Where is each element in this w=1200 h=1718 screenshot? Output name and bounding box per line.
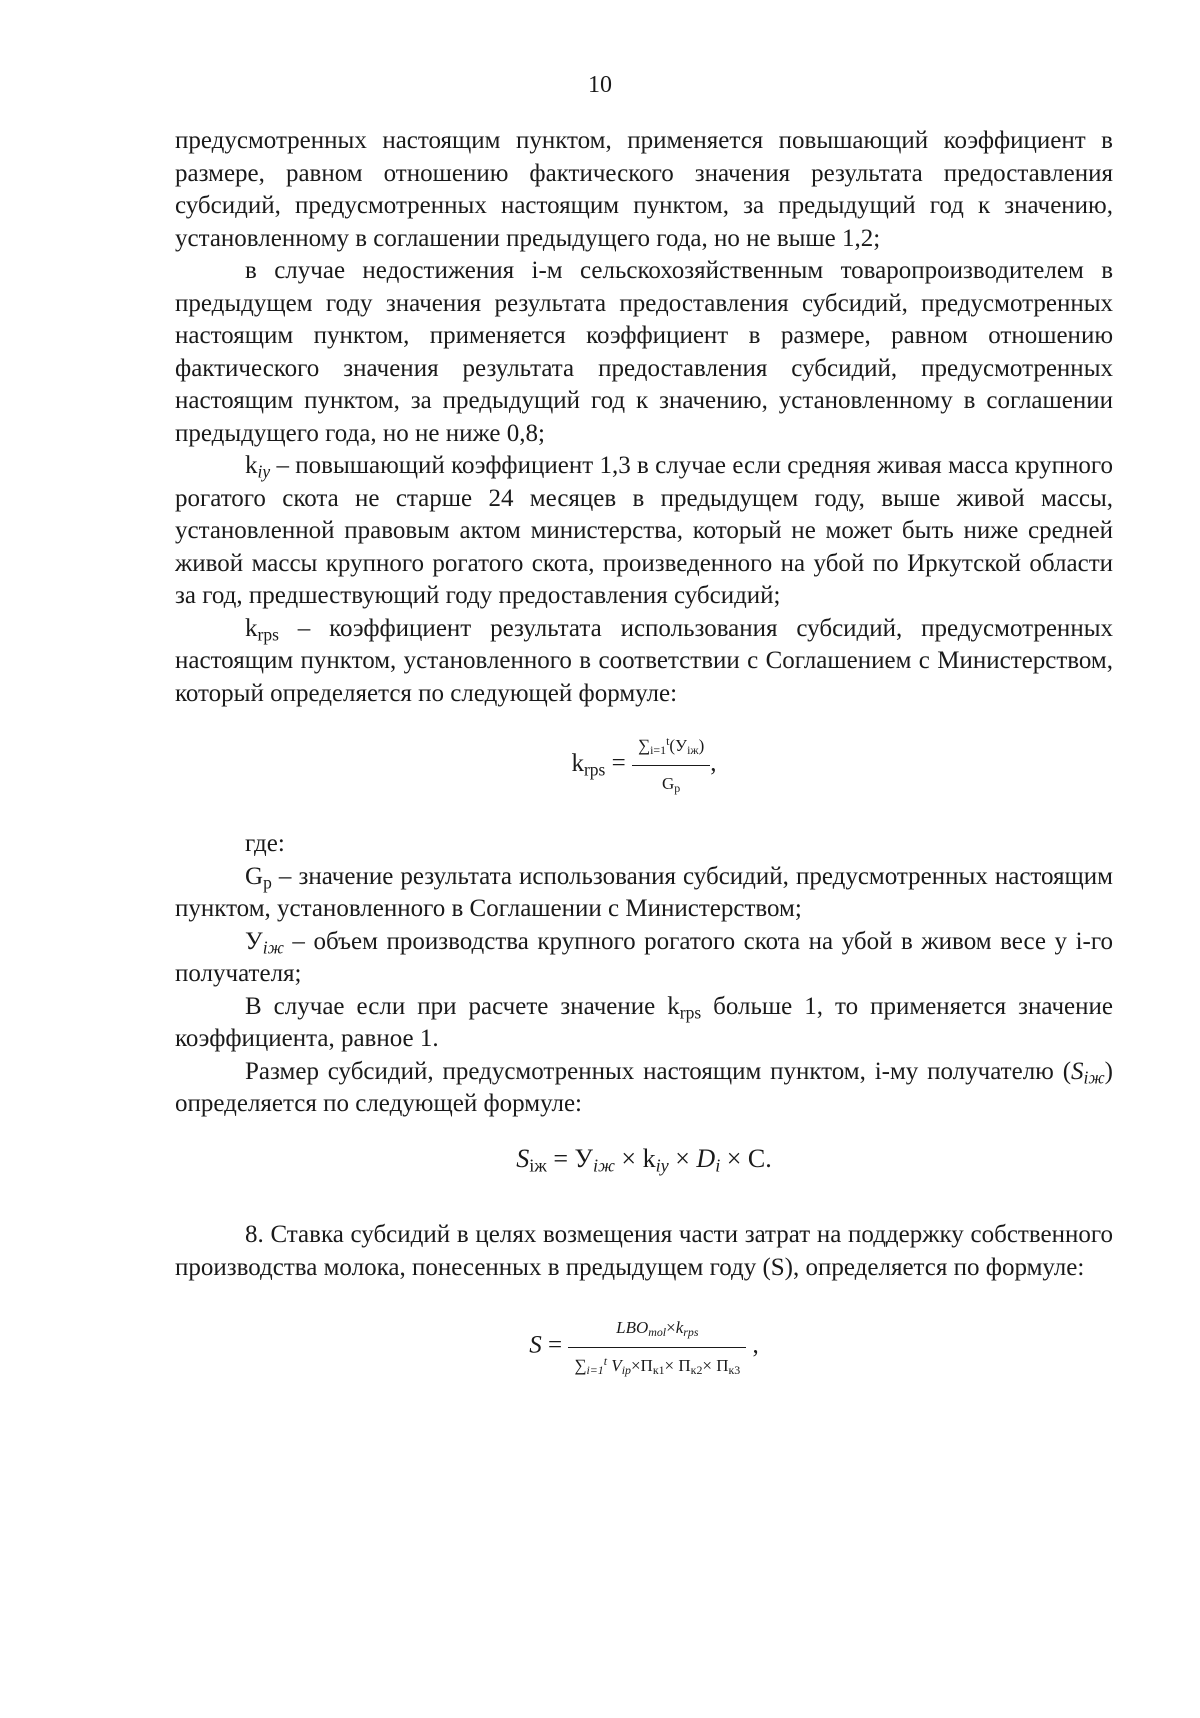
paragraph: [175, 828, 1113, 861]
text-run: ∑: [574, 1355, 587, 1375]
fraction-denominator: [568, 1348, 746, 1383]
subscript: iж: [687, 742, 699, 757]
subscript: rps: [583, 759, 606, 780]
subscript: к1: [652, 1362, 665, 1377]
formula-lhs: [571, 749, 606, 780]
paragraph: [175, 861, 1113, 926]
text-run: – повышающий коэффициент 1,3 в случае если средняя живая масса крупного рогатого скота не старше 24 месяцев в предыдущем году, выше живой массы, установленной правовым актом министерства, который не может быть ниже средней живой массы крупного рогатого скота, произведенного на убой по Иркутской области за год, предшествующий году предоставления субсидий;: [175, 452, 1113, 609]
text-run: ∑: [637, 736, 651, 755]
fraction: [568, 1312, 746, 1382]
text-run: G: [662, 773, 675, 793]
subscript: i=1: [650, 742, 667, 757]
subscript: iу: [257, 461, 271, 482]
text-run: Размер субсидий, предусмотренных настоящим пунктом, i-му получателю (: [245, 1057, 1072, 1085]
fraction-denominator: [632, 766, 710, 801]
formula-punctuation: ,: [710, 749, 717, 777]
paragraph: [175, 613, 1113, 711]
paragraph: [175, 450, 1113, 613]
subscript: к2: [690, 1362, 703, 1377]
fraction: [632, 730, 710, 800]
formula-punctuation: ,: [746, 1331, 759, 1359]
subscript: rps: [683, 1324, 699, 1339]
text-run: – коэффициент результата использования субсидий, предусмотренных настоящим пунктом, установленного в соответствии с Соглашением с Министерством, который определяется по следующей формуле:: [175, 614, 1113, 707]
subscript: ip: [621, 1362, 631, 1377]
formula-f3: [175, 1312, 1113, 1382]
formula-f1: [175, 730, 1113, 800]
paragraph: [175, 125, 1113, 255]
text-run: k: [571, 749, 584, 777]
subscript: mol: [648, 1324, 667, 1339]
text-run: × П: [702, 1355, 729, 1375]
text-run: предусмотренных настоящим пунктом, применяется повышающий коэффициент в размере, равном отношению фактического значения результата предоставления субсидий, предусмотренных настоящим пунктом, за предыдущий год к значению, установленному в соглашении предыдущего года, но не выше 1,2;: [175, 127, 1113, 252]
equals-sign: =: [605, 749, 632, 777]
text-run: ×: [666, 1318, 676, 1337]
text-run: где:: [245, 830, 285, 857]
subscript: i=1: [586, 1362, 604, 1377]
text-run: – объем производства крупного рогатого скота на убой в живом весе у i-го получателя;: [175, 927, 1113, 987]
subscript: p: [263, 871, 272, 892]
text-run: в случае недостижения i-м сельскохозяйственным товаропроизводителем в предыдущем году значения результата предоставления субсидий, предусмотренных настоящим пунктом, применяется коэффициент в размере, равном отношению фактического значения результата предоставления субсидий, предусмотренных настоящим пунктом, за предыдущий год к значению, установленному в соглашении предыдущего года, но не ниже 0,8;: [175, 257, 1113, 447]
text-run: В случае если при расчете значение k: [245, 992, 680, 1020]
subscript: i: [715, 1155, 721, 1176]
fraction-numerator: [568, 1312, 746, 1348]
text-run: k: [675, 1318, 684, 1337]
formula-lhs: [529, 1332, 542, 1359]
paragraph: [175, 255, 1113, 450]
text-run: D: [696, 1143, 716, 1173]
subscript: iж: [529, 1155, 547, 1176]
subscript: iж: [592, 1155, 615, 1176]
text-run: S: [1071, 1057, 1084, 1085]
text-run: (У: [669, 736, 688, 755]
subscript: rps: [679, 1001, 702, 1022]
subscript: p: [674, 780, 681, 795]
text-run: × k: [614, 1143, 656, 1173]
text-run: = У: [546, 1143, 593, 1173]
text-run: ×: [668, 1143, 697, 1173]
text-run: V: [611, 1355, 622, 1375]
paragraph: [175, 1056, 1113, 1121]
text-run: LBO: [616, 1318, 649, 1337]
text-run: G: [245, 862, 264, 890]
subscript: iу: [655, 1155, 669, 1176]
text-run: k: [245, 452, 258, 479]
superscript: t: [666, 734, 670, 749]
subscript: rps: [257, 623, 279, 644]
text-run: У: [245, 927, 263, 955]
text-run: ) определяется по следующей формуле:: [175, 1057, 1113, 1117]
paragraph: [175, 991, 1113, 1056]
page-number: 10: [588, 72, 612, 98]
text-run: ×П: [630, 1355, 653, 1375]
formula-f2: [175, 1143, 1113, 1176]
paragraph: [175, 1219, 1113, 1284]
subscript: к3: [728, 1362, 741, 1377]
paragraph: [175, 926, 1113, 991]
text-run: 8. Ставка субсидий в целях возмещения части затрат на поддержку собственного производства молока, понесенных в предыдущем году (S), определяется по формуле:: [175, 1221, 1113, 1281]
text-run: k: [245, 614, 258, 642]
text-run: S: [516, 1143, 530, 1173]
text-run: × C.: [720, 1143, 772, 1173]
document-body: [175, 125, 1113, 1382]
superscript: t: [603, 1353, 608, 1368]
subscript: iж: [262, 936, 284, 957]
subscript: iж: [1083, 1066, 1105, 1087]
fraction-numerator: [632, 730, 710, 766]
text-run: S: [529, 1331, 542, 1359]
text-run: × П: [664, 1355, 691, 1375]
text-run: – значение результата использования субсидий, предусмотренных настоящим пунктом, установленного в Соглашении с Министерством;: [175, 862, 1113, 922]
equals-sign: =: [541, 1331, 569, 1359]
text-run: больше 1, то применяется значение коэффициента, равное 1.: [175, 992, 1113, 1052]
text-run: ): [698, 736, 705, 755]
